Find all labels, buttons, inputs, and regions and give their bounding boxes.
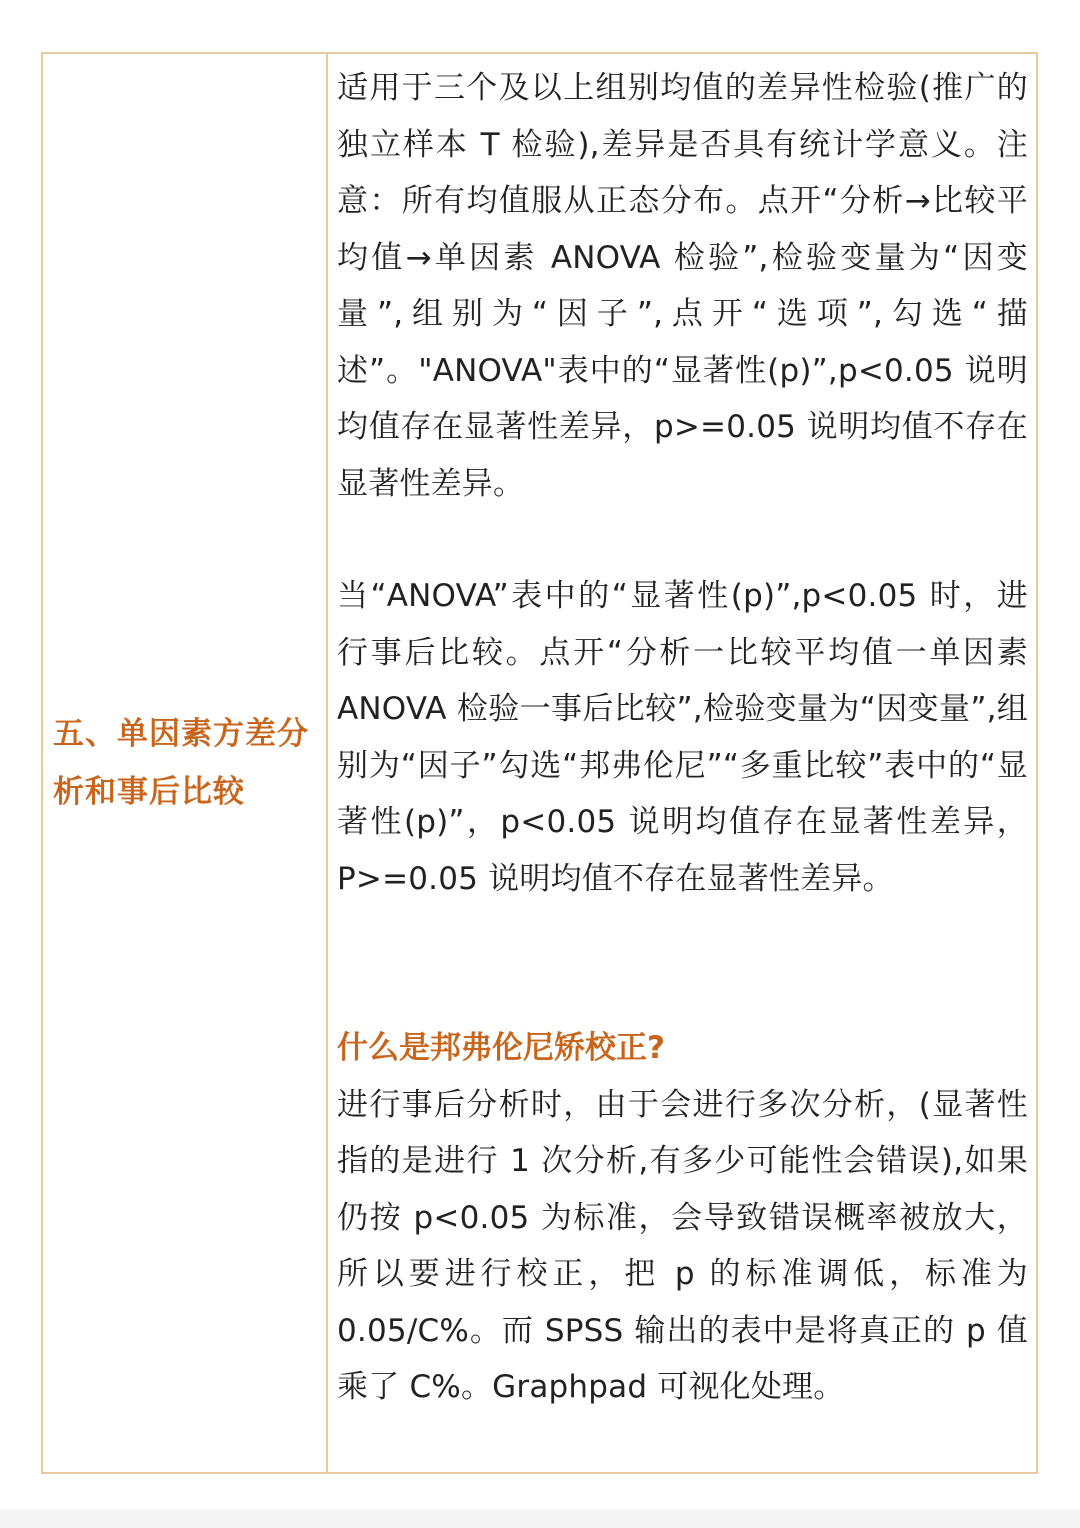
paragraph-post-hoc: 当“ANOVA”表中的“显著性(p)”,p<0.05 时，进行事后比较。点开“分析一比较平均值一单因素 ANOVA 检验一事后比较”,检验变量为“因变量”,组别为“因子”勾选“邦弗伦尼”“多重比较”表中的“显著性(p)”，p<0.05 说明均值存在显著性差异，P>=0.05 说明均值不存在显著性差异。 <box>337 578 1028 897</box>
subheading-bonferroni: 什么是邦弗伦尼矫校正? <box>337 1030 665 1066</box>
paragraph-bonferroni: 进行事后分析时，由于会进行多次分析，(显著性指的是进行 1 次分析,有多少可能性会错误),如果仍按 p<0.05 为标准，会导致错误概率被放大，所以要进行校正，把 p 的标准调低，标准为 0.05/C%。而 SPSS 输出的表中是将真正的 p 值乘了 C%。Graphpad 可视化处理。 <box>337 1086 1028 1405</box>
section-title-cell <box>43 54 328 1472</box>
spacer <box>337 512 1028 568</box>
page-bottom-band <box>0 1510 1080 1528</box>
paragraph-anova-intro: 适用于三个及以上组别均值的差异性检验(推广的独立样本 T 检验),差异是否具有统计学意义。注意：所有均值服从正态分布。点开“分析→比较平均值→单因素 ANOVA 检验”,检验变量为“因变量”,组别为“因子”,点开“选项”,勾选“描述”。"ANOVA"表中的“显著性(p)”,p<0.05 说明均值存在显著性差异，p>=0.05 说明均值不存在显著性差异。 <box>337 70 1028 502</box>
content-table <box>41 52 1038 1474</box>
section-content-cell <box>328 54 1036 1472</box>
spacer <box>337 907 1028 1020</box>
section-title: 五、单因素方差分析和事后比较 <box>53 716 309 810</box>
